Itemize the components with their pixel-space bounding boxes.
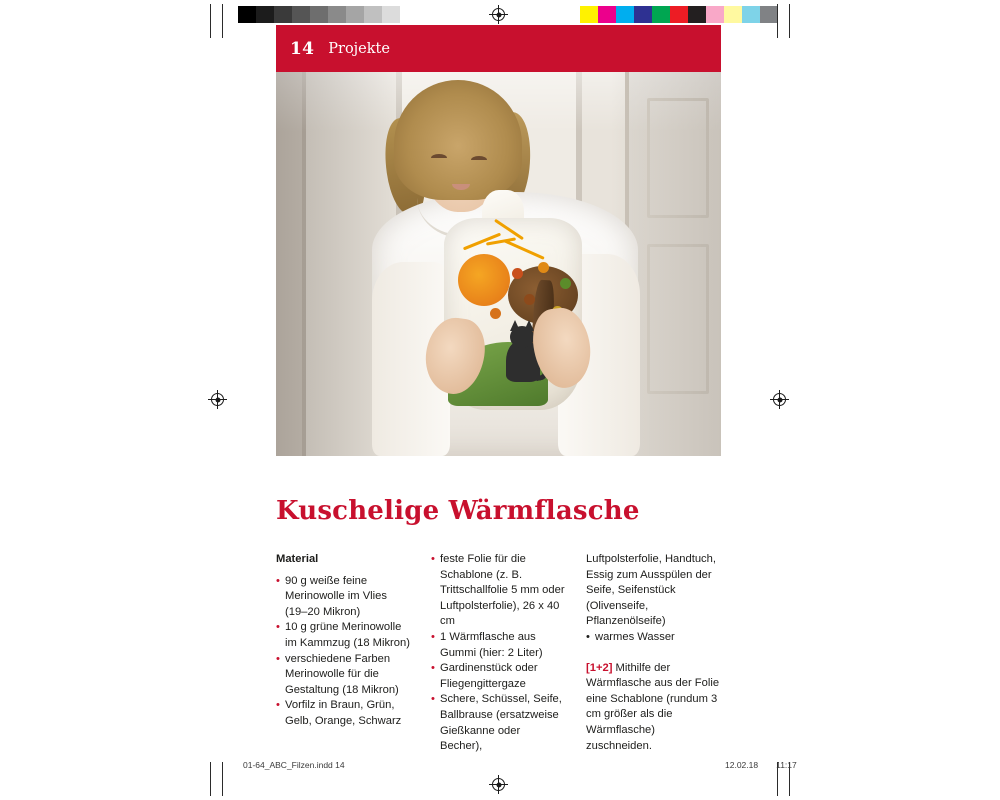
photo-ribbon (462, 222, 550, 266)
project-photo (276, 72, 721, 456)
footer-timestamp (707, 760, 797, 770)
color-swatch (742, 6, 760, 23)
color-swatch (688, 6, 706, 23)
footer-date: 12.02.18 (725, 760, 759, 770)
material-continued-text: Luftpolsterfolie, Handtuch, Essig zum Ausspülen der Seife, Seifenstück (Olivenseife, Pflanzenölseife) (586, 553, 716, 628)
material-list-item: • verschiedene Farben Merinowolle für die Gestaltung (18 Mikron) (276, 652, 410, 699)
material-list-item: • feste Folie für die Schablone (z. B. Trittschallfolie 5 mm oder Luftpolsterfolie), 26 x 40 cm (431, 552, 565, 630)
print-footer (0, 760, 1000, 800)
material-heading: Material (276, 553, 319, 565)
page-title: Kuschelige Wärmflasche (276, 496, 640, 526)
step-tip (586, 661, 720, 755)
material-list-item: • Gardinenstück oder Fliegengittergaze (431, 661, 565, 692)
crop-mark-top-left-v2 (222, 4, 223, 38)
material-list-item: • Vorfilz in Braun, Grün, Gelb, Orange, Schwarz (276, 698, 410, 729)
color-swatch (346, 6, 364, 23)
color-swatch (274, 6, 292, 23)
photo-hair (394, 80, 522, 200)
material-column-3 (586, 552, 720, 765)
registration-mark-left (211, 393, 224, 406)
footer-time: 11:17 (776, 760, 797, 770)
photo-felt-leaf (512, 268, 523, 279)
photo-cat-ear-left (510, 320, 520, 331)
page-number: 14 (290, 38, 315, 59)
photo-felt-leaf (560, 278, 571, 289)
color-swatch (760, 6, 778, 23)
color-swatch (292, 6, 310, 23)
material-columns (276, 552, 721, 765)
material-list-item: • Schere, Schüssel, Seife, Ballbrause (ersatzweise Gießkanne oder Becher), (431, 692, 565, 754)
section-title: Projekte (328, 40, 390, 57)
material-column-2 (431, 552, 565, 765)
color-swatch (706, 6, 724, 23)
color-swatch (238, 6, 256, 23)
color-swatch (328, 6, 346, 23)
registration-mark-top (492, 8, 505, 21)
photo-cat-ear-right (524, 320, 534, 331)
color-swatch (598, 6, 616, 23)
color-swatch (382, 6, 400, 23)
material-list-item: • warmes Wasser (586, 630, 720, 646)
page-header-bar (276, 25, 721, 72)
step-tag: [1+2] (586, 661, 613, 674)
color-swatch (652, 6, 670, 23)
crop-mark-top-right-v (777, 4, 778, 38)
color-swatch (580, 6, 598, 23)
crop-mark-top-right-v2 (789, 4, 790, 38)
material-column-1 (276, 552, 410, 765)
color-swatch (400, 6, 418, 23)
color-swatch (724, 6, 742, 23)
color-swatch (310, 6, 328, 23)
color-swatch (364, 6, 382, 23)
photo-felt-leaf (524, 294, 535, 305)
material-list-item: • 1 Wärmflasche aus Gummi (hier: 2 Liter) (431, 630, 565, 661)
material-list-3 (586, 630, 720, 646)
material-list-item: • 10 g grüne Merinowolle im Kammzug (18 Mikron) (276, 620, 410, 651)
page-content (276, 25, 721, 765)
footer-filename: 01-64_ABC_Filzen.indd 14 (243, 760, 345, 770)
material-list-item: • 90 g weiße feine Merinowolle im Vlies (19–20 Mikron) (276, 574, 410, 621)
color-swatch (616, 6, 634, 23)
grayscale-colorbar (238, 6, 418, 23)
photo-eye-left (431, 154, 447, 158)
crop-mark-top-left-v (210, 4, 211, 38)
step-text: Mithilfe der Wärmflasche aus der Folie eine Schablone (rundum 3 cm größer als die Wärmflasche) zuschneiden. (586, 661, 720, 752)
color-swatch (256, 6, 274, 23)
photo-eye-right (471, 156, 487, 160)
process-colorbar (580, 6, 778, 23)
material-list-2 (431, 552, 565, 755)
color-swatch (634, 6, 652, 23)
material-list-1 (276, 574, 410, 730)
registration-mark-right (773, 393, 786, 406)
color-swatch (670, 6, 688, 23)
